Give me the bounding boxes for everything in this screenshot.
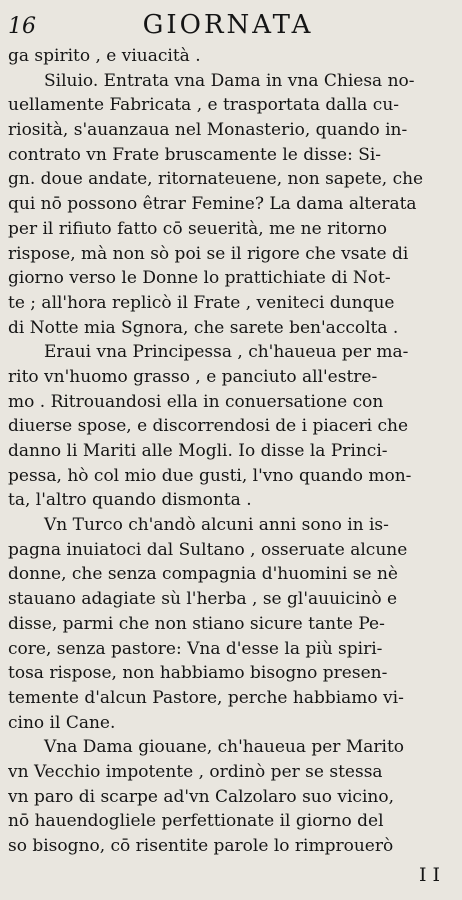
text-line: Vna Dama giouane, ch'haueua per Marito [44,737,405,758]
text-line: te ; all'hora replicò il Frate , veniteci dunque [8,292,395,313]
text-line: per il rifiuto fatto cō seuerità, me ne ritorno [8,218,388,239]
text-line: stauano adagiate sù l'herba , se gl'auuicinò e [8,589,398,610]
text-line: gn. doue andate, ritornateuene, non sapete, che [8,169,424,190]
text-line: mo . Ritrouandosi ella in conuersatione con [8,391,384,412]
text-line: Vn Turco ch'andò alcuni anni sono in is- [44,515,389,536]
text-line: vn Vecchio impotente , ordinò per se stessa [8,761,383,782]
text-line: contrato vn Frate bruscamente le disse: Si- [8,144,382,165]
text-line: rispose, mà non sò poi se il rigore che vsate di [8,243,409,264]
text-line: nō hauendogliele perfettionate il giorno del [8,811,384,832]
text-line: giorno verso le Donne lo prattichiate di Not- [8,268,391,289]
text-line: di Notte mia Sgnora, che sarete ben'accolta . [8,317,399,338]
text-line: riosità, s'auanzaua nel Monasterio, quando in- [8,120,408,141]
text-line: cino il Cane. [8,712,116,733]
text-line: rito vn'huomo grasso , e panciuto all'estre- [8,366,378,387]
text-line: tosa rispose, non habbiamo bisogno presen- [8,663,388,684]
text-line: qui nō possono êtrar Femine? La dama alterata [8,194,417,215]
text-line: Siluio. Entrata vna Dama in vna Chiesa no- [44,70,415,91]
text-line: uellamente Fabricata , e trasportata dalla cu- [8,95,400,116]
text-line: pagna inuiatoci dal Sultano , osseruate alcune [8,539,408,560]
text-line: disse, parmi che non stiano sicure tante Pe- [8,613,385,634]
text-line: temente d'alcun Pastore, perche habbiamo vi- [8,687,404,708]
text-line: core, senza pastore: Vna d'esse la più spiri- [8,638,383,659]
text-line: ta, l'altro quando dismonta . [8,490,252,511]
text-line: Eraui vna Principessa , ch'haueua per ma- [44,342,409,363]
page-header [8,8,448,48]
text-line: ga spirito , e viuacità . [8,46,201,66]
page-number: 16 [8,14,36,39]
text-line: diuerse spose, e discorrendosi de i piaceri che [8,416,409,437]
text-line: donne, che senza compagnia d'huomini se nè [8,564,398,585]
text-line: danno li Mariti alle Mogli. Io disse la Princi- [8,441,388,461]
text-line: so bisogno, cō risentite parole lo rimprouerò [8,836,394,856]
text-line: pessa, hò col mio due gusti, l'vno quando mon- [8,465,412,486]
signature-mark: I I [418,864,440,886]
text-line: vn paro di scarpe ad'vn Calzolaro suo vicino, [8,786,394,807]
running-head: GIORNATA [142,10,314,40]
body-text [8,44,446,859]
